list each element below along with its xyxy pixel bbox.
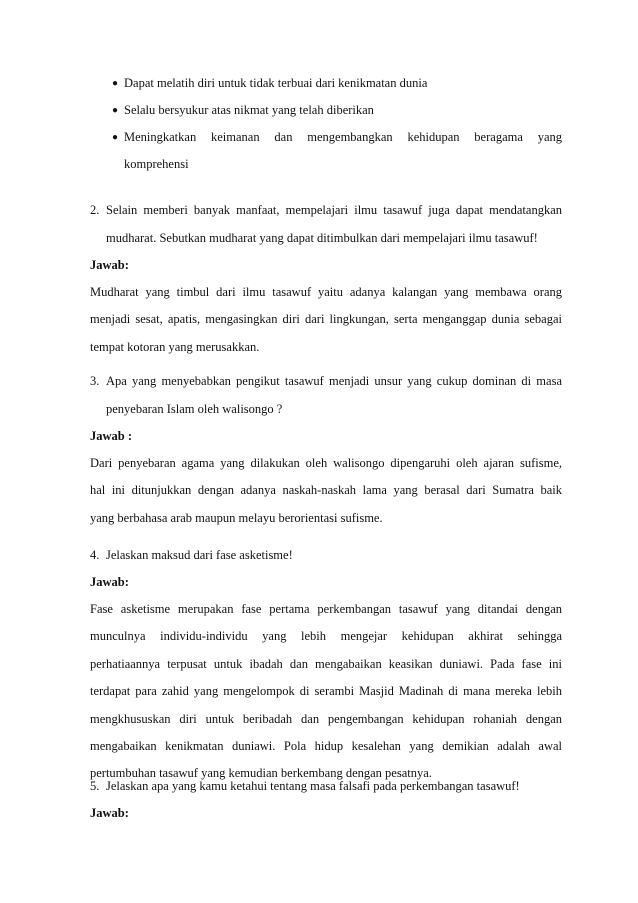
question-text: Apa yang menyebabkan pengikut tasawuf menjadi unsur yang cukup dominan di masa	[106, 374, 562, 388]
answer-text: Fase asketisme merupakan fase pertama perkembangan tasawuf yang ditandai dengan munculnya individu-individu yang lebih mengejar kehidupan akhirat sehingga perhatiaannya terpusat untuk ibadah dan mengabaikan keasikan duniawi. Pada fase ini terdapat para zahid yang mengelompok di serambi Masjid Madinah di mana mereka lebih mengkhususkan diri untuk beribadah dan pengembangan kehidupan rohaniah dengan mengabaikan kenikmatan duniawi. Pola hidup kesalehan yang demikian adalah awal pertumbuhan tasawuf yang kemudian berkembang dengan pesatnya.	[90, 602, 562, 781]
question-number: 3.	[90, 374, 100, 388]
question-3	[90, 367, 562, 532]
bullet-icon: ●	[112, 132, 119, 143]
question-text: Jelaskan maksud dari fase asketisme!	[106, 548, 293, 562]
question-4	[90, 541, 562, 788]
bullet-icon: ●	[112, 78, 119, 89]
question-text: penyebaran Islam oleh walisongo ?	[106, 402, 283, 416]
answer-label: Jawab:	[90, 575, 129, 589]
list-item	[90, 70, 562, 97]
list-item	[90, 124, 562, 151]
answer-label: Jawab:	[90, 258, 129, 272]
bullet-text: Selalu bersyukur atas nikmat yang telah diberikan	[124, 103, 374, 117]
bullet-list	[90, 70, 562, 178]
answer-label: Jawab :	[90, 429, 133, 443]
bullet-icon: ●	[112, 105, 119, 116]
bullet-text: Dapat melatih diri untuk tidak terbuai dari kenikmatan dunia	[124, 76, 428, 90]
question-number: 4.	[90, 548, 100, 562]
answer-label: Jawab:	[90, 806, 129, 820]
list-item	[90, 97, 562, 124]
question-5	[90, 772, 562, 827]
question-2	[90, 196, 562, 361]
answer-text: Mudharat yang timbul dari ilmu tasawuf yaitu adanya kalangan yang membawa orang menjadi sesat, apatis, mengasingkan diri dari lingkungan, serta menganggap dunia sebagai tempat kotoran yang merusakkan.	[90, 285, 562, 354]
question-number: 2.	[90, 203, 100, 217]
question-text: Selain memberi banyak manfaat, mempelajari ilmu tasawuf juga dapat mendatangkan	[106, 203, 562, 217]
question-number: 5.	[90, 779, 100, 793]
bullet-text: komprehensi	[124, 157, 189, 171]
question-text: mudharat. Sebutkan mudharat yang dapat ditimbulkan dari mempelajari ilmu tasawuf!	[106, 231, 538, 245]
question-text: Jelaskan apa yang kamu ketahui tentang masa falsafi pada perkembangan tasawuf!	[106, 779, 520, 793]
bullet-text: Meningkatkan keimanan dan mengembangkan kehidupan beragama yang	[124, 130, 562, 144]
list-item-continuation	[90, 151, 562, 178]
answer-text: Dari penyebaran agama yang dilakukan oleh walisongo dipengaruhi oleh ajaran sufisme, hal ini ditunjukkan dengan adanya naskah-naskah lama yang berasal dari Sumatra baik yang berbahasa arab maupun melayu berorientasi sufisme.	[90, 456, 562, 525]
